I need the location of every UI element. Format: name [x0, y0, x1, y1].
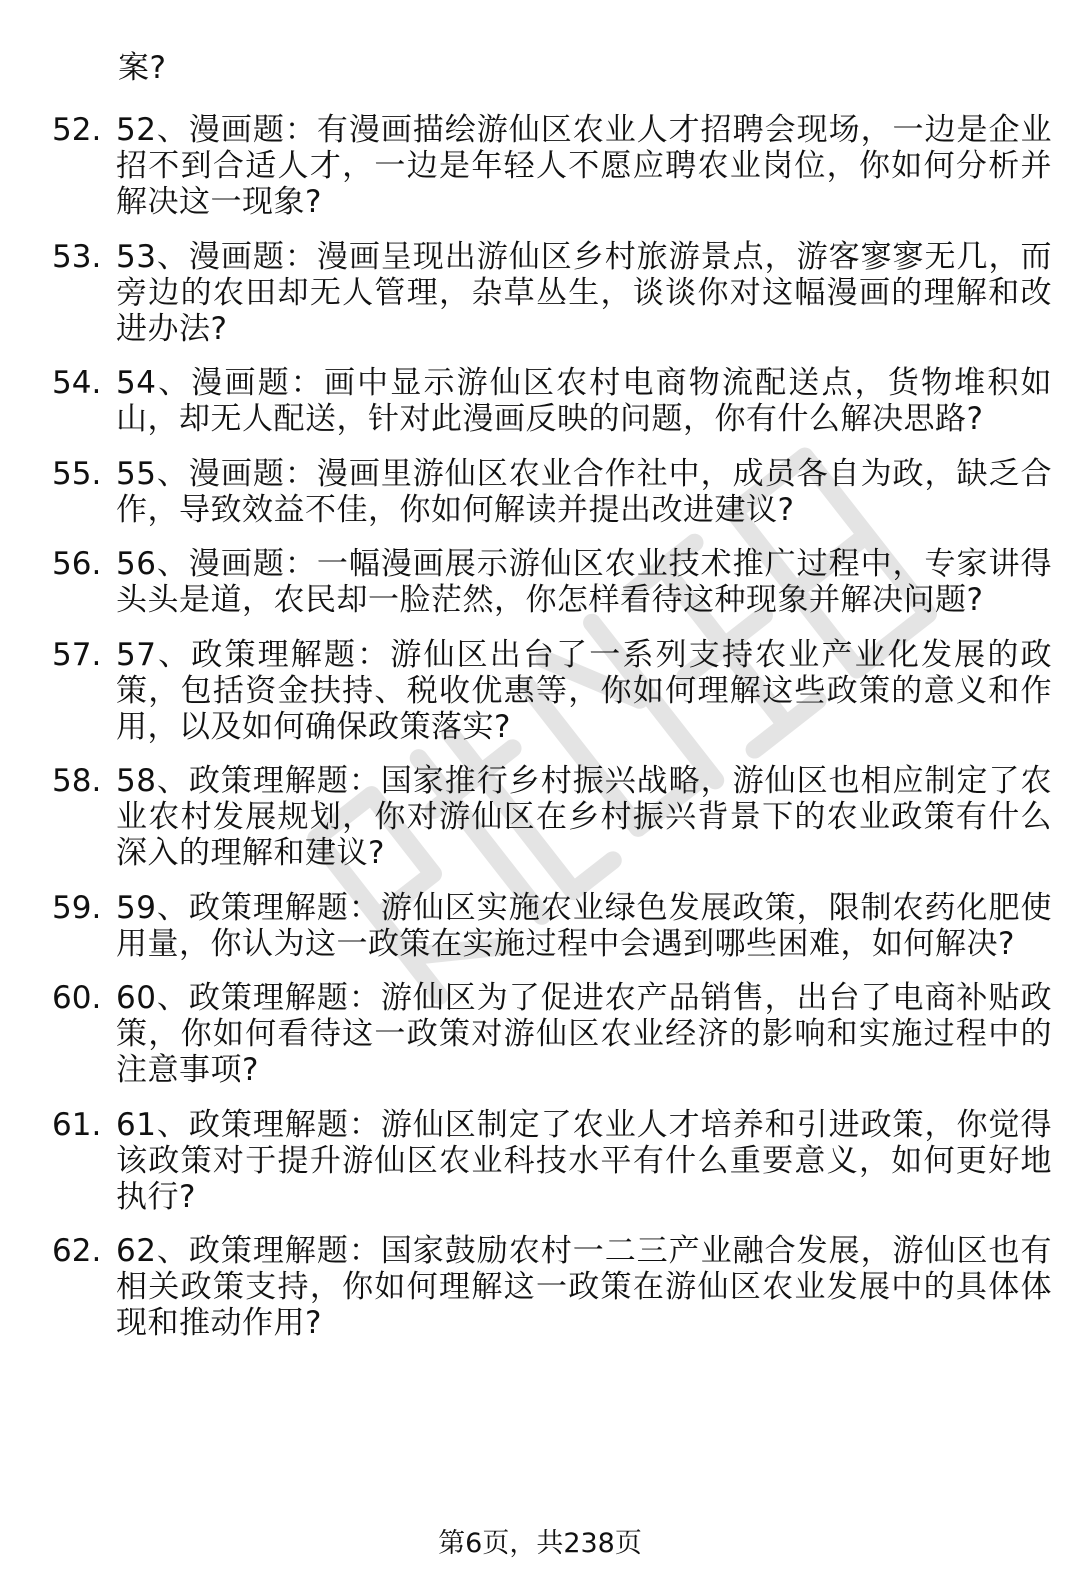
page-number-footer: 第6页，共238页	[438, 1528, 642, 1559]
question-number: 59.	[52, 889, 102, 926]
question-text: 55、漫画题：漫画里游仙区农业合作社中，成员各自为政，缺乏合作，导致效益不佳，你如何解读并提出改进建议?	[116, 455, 1052, 528]
question-text: 59、政策理解题：游仙区实施农业绿色发展政策，限制农药化肥使用量，你认为这一政策在实施过程中会遇到哪些困难，如何解决?	[116, 889, 1052, 962]
question-number: 54.	[52, 365, 102, 401]
question-text: 54、漫画题：画中显示游仙区农村电商物流配送点，货物堆积如山，却无人配送，针对此漫画反映的问题，你有什么解决思路?	[116, 365, 1052, 437]
question-item-60	[52, 980, 1052, 1088]
question-item-53	[52, 239, 1052, 347]
question-text: 61、政策理解题：游仙区制定了农业人才培养和引进政策，你觉得该政策对于提升游仙区农业科技水平有什么重要意义，如何更好地执行?	[116, 1106, 1052, 1215]
question-number: 52.	[52, 112, 102, 148]
question-text: 60、政策理解题：游仙区为了促进农产品销售，出台了电商补贴政策，你如何看待这一政策对游仙区农业经济的影响和实施过程中的注意事项?	[116, 980, 1052, 1088]
continuation-text: 案?	[118, 50, 167, 86]
question-item-58	[52, 763, 1052, 871]
question-number: 61.	[52, 1106, 102, 1143]
question-number: 57.	[52, 636, 102, 673]
question-number: 55.	[52, 455, 102, 492]
question-text: 52、漫画题：有漫画描绘游仙区农业人才招聘会现场，一边是企业招不到合适人才，一边是年轻人不愿应聘农业岗位，你如何分析并解决这一现象?	[116, 112, 1052, 220]
question-item-61	[52, 1107, 1052, 1215]
question-item-62	[52, 1233, 1052, 1341]
question-number: 58.	[52, 763, 102, 799]
question-item-57	[52, 637, 1052, 745]
question-item-52	[52, 112, 1052, 220]
question-text: 53、漫画题：漫画呈现出游仙区乡村旅游景点，游客寥寥无几，而旁边的农田却无人管理，杂草丛生，谈谈你对这幅漫画的理解和改进办法?	[116, 238, 1052, 347]
question-item-56	[52, 546, 1052, 618]
question-text: 56、漫画题：一幅漫画展示游仙区农业技术推广过程中，专家讲得头头是道，农民却一脸茫然，你怎样看待这种现象并解决问题?	[116, 546, 1052, 618]
question-number: 60.	[52, 980, 102, 1016]
question-item-55	[52, 456, 1052, 528]
question-text: 57、政策理解题：游仙区出台了一系列支持农业产业化发展的政策，包括资金扶持、税收优惠等，你如何理解这些政策的意义和作用，以及如何确保政策落实?	[116, 636, 1052, 745]
question-number: 53.	[52, 238, 102, 275]
question-text: 62、政策理解题：国家鼓励农村一二三产业融合发展，游仙区也有相关政策支持，你如何理解这一政策在游仙区农业发展中的具体体现和推动作用?	[116, 1233, 1052, 1341]
question-list	[52, 112, 1052, 1360]
question-text: 58、政策理解题：国家推行乡村振兴战略，游仙区也相应制定了农业农村发展规划，你对游仙区在乡村振兴背景下的农业政策有什么深入的理解和建议?	[116, 763, 1052, 871]
question-number: 62.	[52, 1233, 102, 1269]
question-item-59	[52, 890, 1052, 962]
question-number: 56.	[52, 546, 102, 582]
question-item-54	[52, 365, 1052, 437]
